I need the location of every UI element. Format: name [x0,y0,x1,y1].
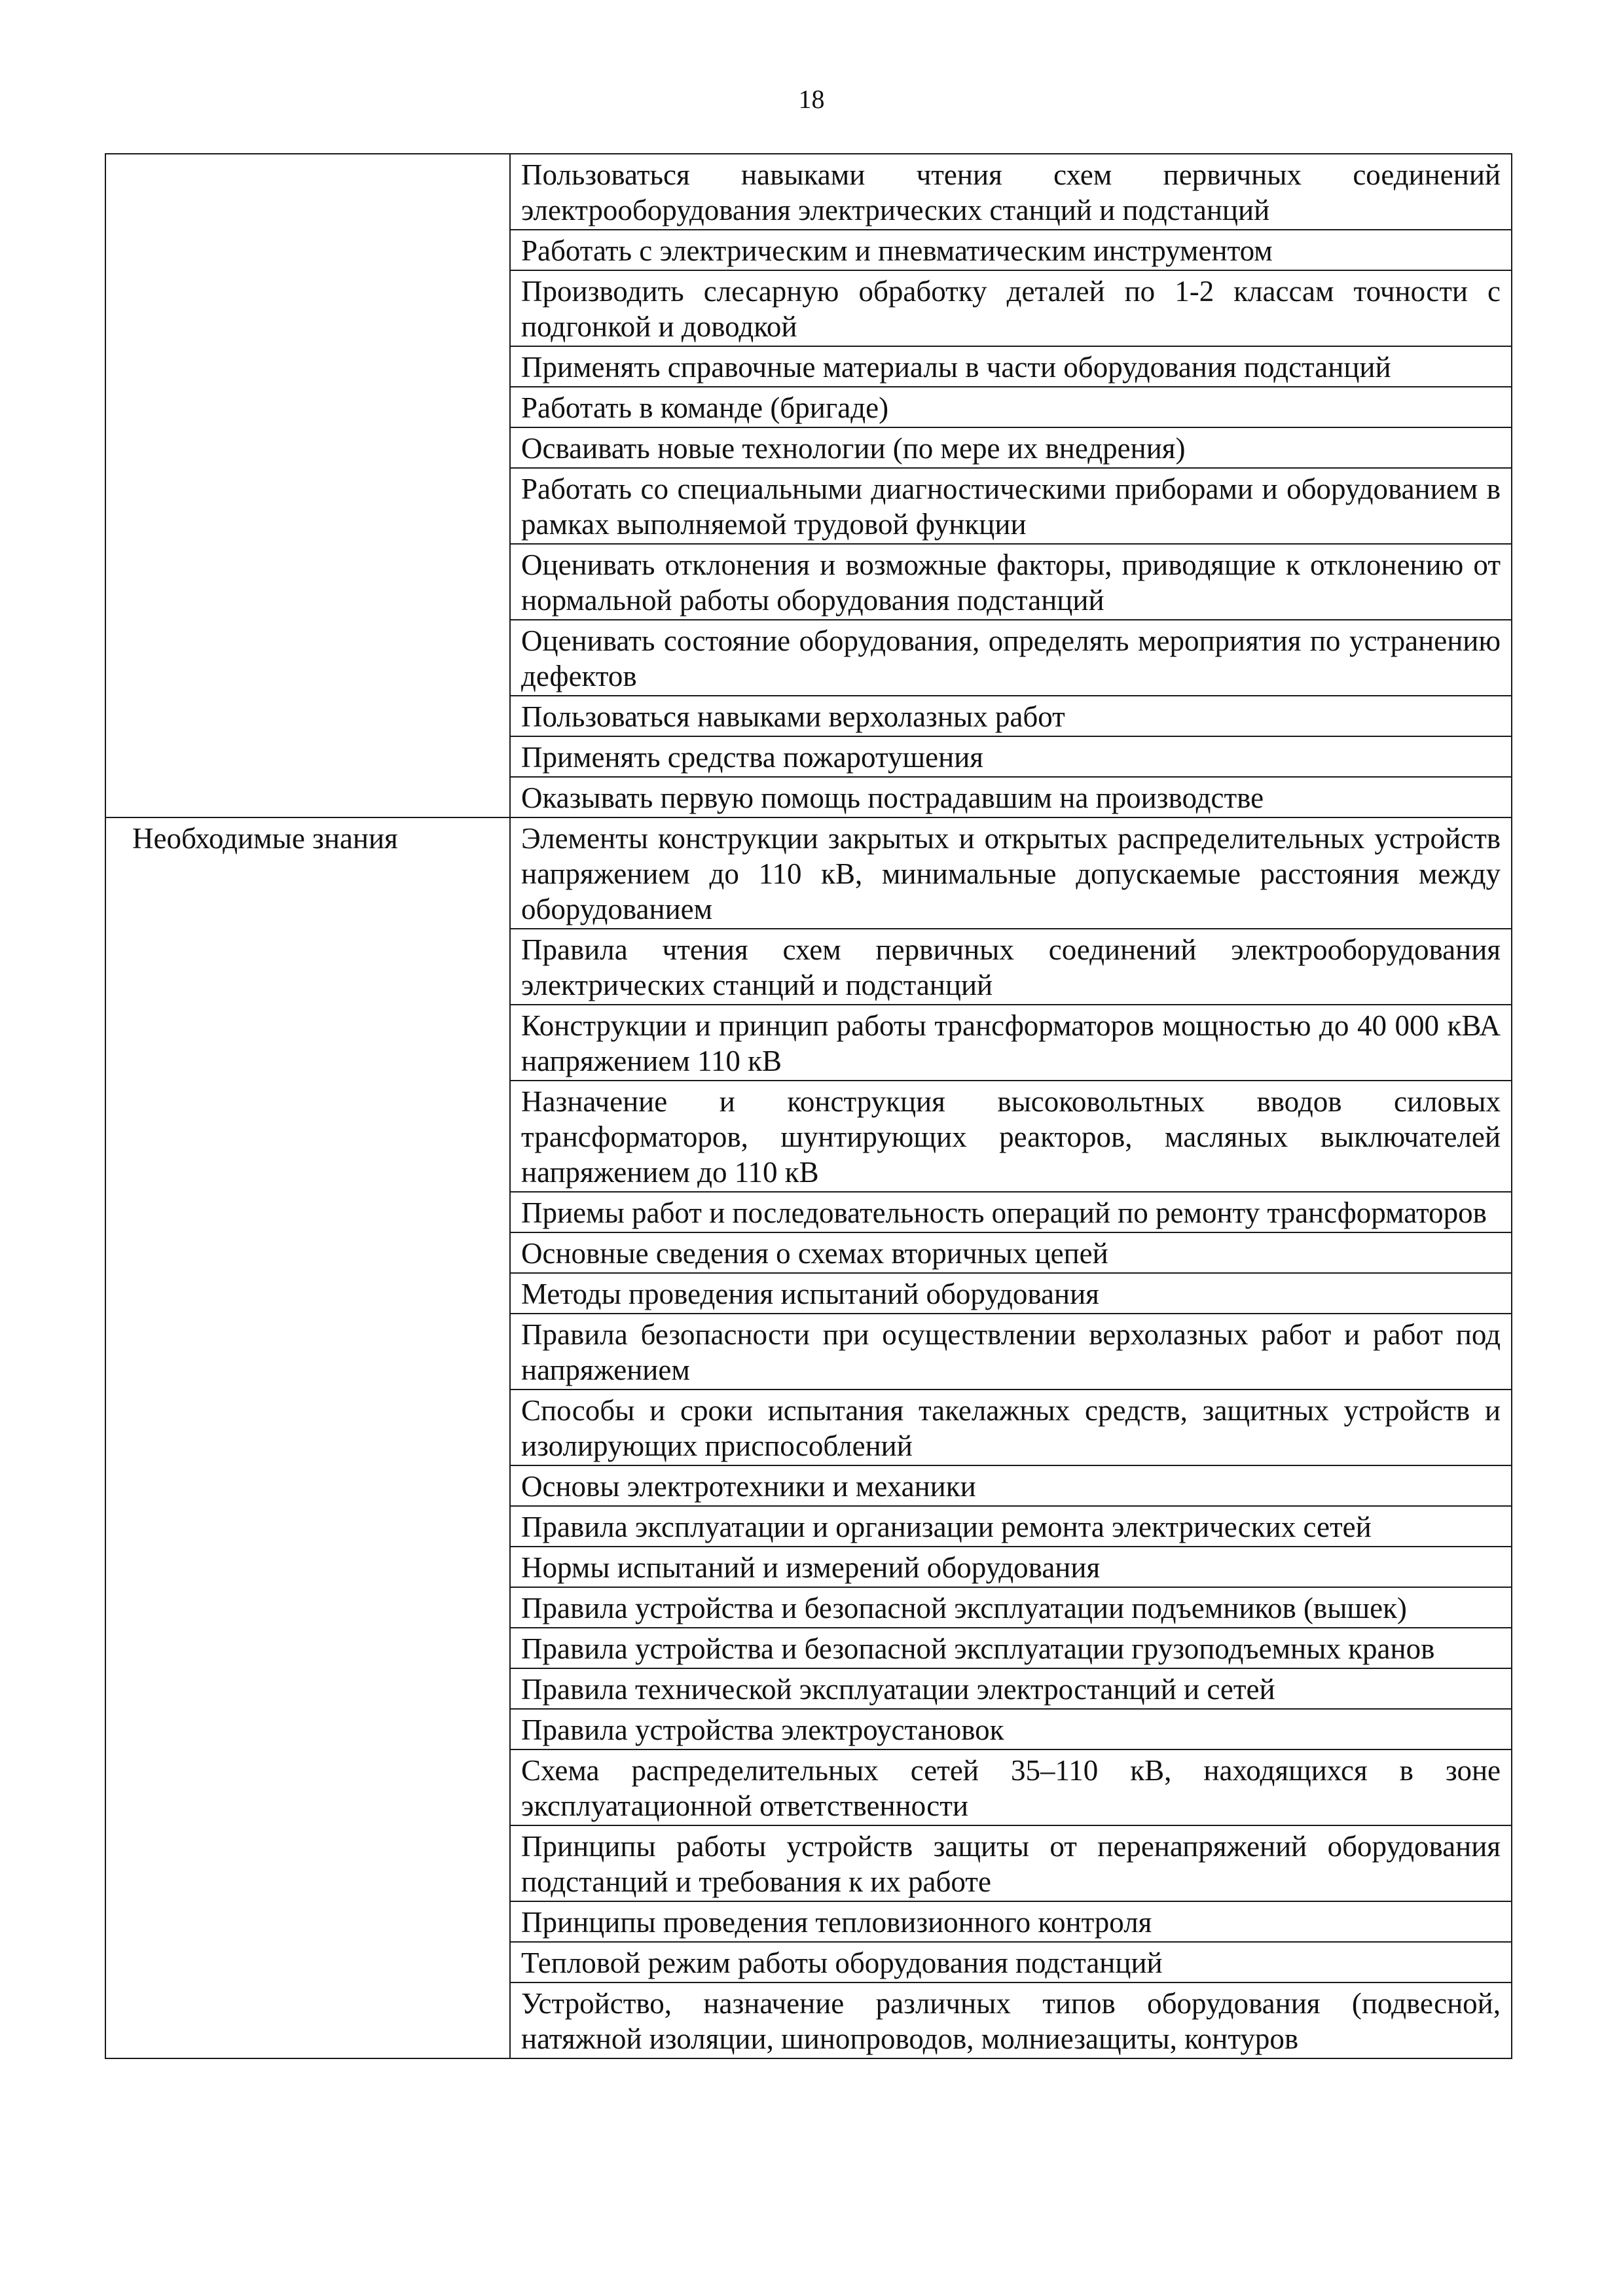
requirement-item: Правила устройства и безопасной эксплуатации подъемников (вышек) [510,1587,1512,1628]
requirement-item: Правила чтения схем первичных соединений электрооборудования электрических станций и подстанций [510,929,1512,1005]
requirement-item: Работать со специальными диагностическими приборами и оборудованием в рамках выполняемой трудовой функции [510,468,1512,544]
requirement-item: Работать с электрическим и пневматическим инструментом [510,230,1512,270]
requirements-table [105,153,1512,2059]
requirements-table-body [105,154,1512,2058]
requirement-item: Правила устройства и безопасной эксплуатации грузоподъемных кранов [510,1628,1512,1668]
table-row [105,817,1512,929]
requirement-item: Работать в команде (бригаде) [510,387,1512,427]
requirement-item: Пользоваться навыками верхолазных работ [510,696,1512,736]
section-label: Необходимые знания [105,817,510,2058]
requirement-item: Схема распределительных сетей 35–110 кВ, находящихся в зоне эксплуатационной ответственности [510,1749,1512,1825]
requirement-item: Принципы работы устройств защиты от перенапряжений оборудования подстанций и требования к их работе [510,1825,1512,1901]
requirement-item: Тепловой режим работы оборудования подстанций [510,1942,1512,1982]
requirement-item: Основные сведения о схемах вторичных цепей [510,1232,1512,1273]
requirement-item: Элементы конструкции закрытых и открытых распределительных устройств напряжением до 110 кВ, минимальные допускаемые расстояния между оборудованием [510,817,1512,929]
requirement-item: Осваивать новые технологии (по мере их внедрения) [510,427,1512,468]
requirement-item: Применять средства пожаротушения [510,736,1512,777]
requirement-item: Назначение и конструкция высоковольтных вводов силовых трансформаторов, шунтирующих реакторов, масляных выключателей напряжением до 110 кВ [510,1081,1512,1192]
requirement-item: Методы проведения испытаний оборудования [510,1273,1512,1314]
requirement-item: Оценивать отклонения и возможные факторы, приводящие к отклонению от нормальной работы оборудования подстанций [510,544,1512,620]
requirement-item: Устройство, назначение различных типов оборудования (подвесной, натяжной изоляции, шинопроводов, молниезащиты, контуров [510,1982,1512,2058]
requirement-item: Нормы испытаний и измерений оборудования [510,1547,1512,1587]
requirement-item: Правила эксплуатации и организации ремонта электрических сетей [510,1506,1512,1547]
requirement-item: Правила безопасности при осуществлении верхолазных работ и работ под напряжением [510,1314,1512,1390]
requirement-item: Применять справочные материалы в части оборудования подстанций [510,346,1512,387]
table-row [105,154,1512,230]
requirement-item: Правила технической эксплуатации электростанций и сетей [510,1668,1512,1709]
requirement-item: Принципы проведения тепловизионного контроля [510,1901,1512,1942]
page-number: 18 [798,84,825,114]
requirement-item: Правила устройства электроустановок [510,1709,1512,1749]
requirement-item: Пользоваться навыками чтения схем первичных соединений электрооборудования электрических станций и подстанций [510,154,1512,230]
requirement-item: Оказывать первую помощь пострадавшим на производстве [510,777,1512,817]
requirement-item: Приемы работ и последовательность операций по ремонту трансформаторов [510,1192,1512,1232]
requirement-item: Производить слесарную обработку деталей по 1-2 классам точности с подгонкой и доводкой [510,270,1512,346]
requirement-item: Конструкции и принцип работы трансформаторов мощностью до 40 000 кВА напряжением 110 кВ [510,1005,1512,1081]
section-label [105,154,510,817]
requirement-item: Оценивать состояние оборудования, определять мероприятия по устранению дефектов [510,620,1512,696]
requirement-item: Основы электротехники и механики [510,1465,1512,1506]
requirement-item: Способы и сроки испытания такелажных средств, защитных устройств и изолирующих приспособлений [510,1390,1512,1465]
